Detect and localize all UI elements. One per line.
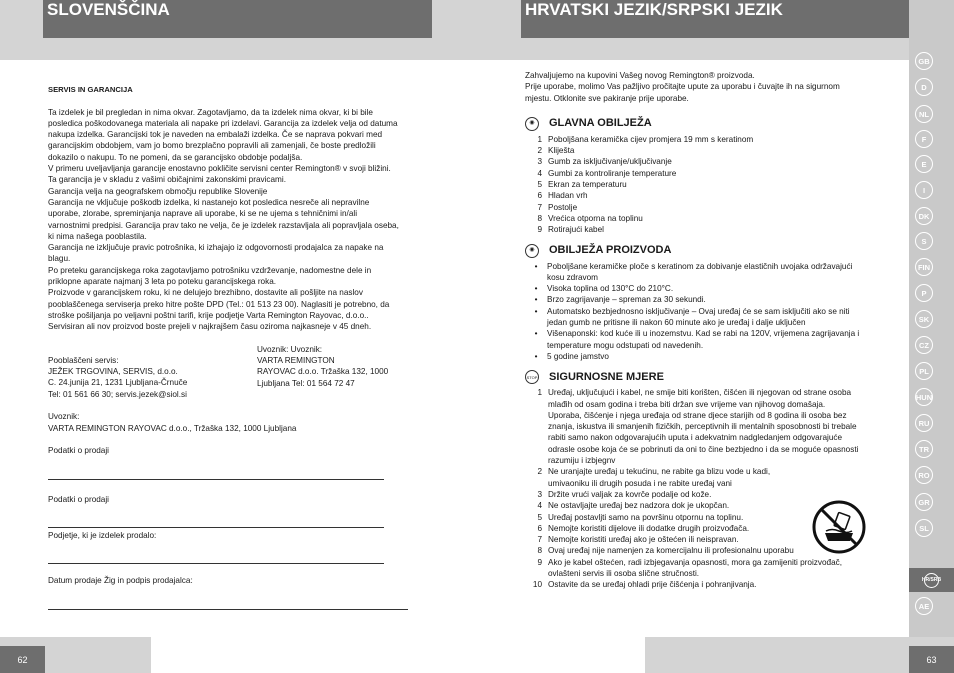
feature-item bbox=[525, 179, 903, 190]
item-number: 2 bbox=[537, 146, 542, 156]
date-signature-label: Datum prodaje Žig in podpis prodajalca: bbox=[48, 576, 193, 586]
item-text: Postolje bbox=[548, 202, 578, 212]
feature-item bbox=[525, 168, 903, 179]
language-code: SK bbox=[918, 314, 930, 324]
language-code: NL bbox=[919, 109, 929, 119]
language-tab-ro[interactable] bbox=[915, 466, 933, 484]
item-line: Ako je kabel oštećen, radi izbjegavanja opasnosti, mora ga zamijeniti proizvođač, bbox=[548, 557, 843, 567]
product-feature-item bbox=[525, 294, 903, 305]
item-text: Kliješta bbox=[548, 146, 575, 156]
warranty-line: V primeru uveljavljanja garancije enostavno pokličite servisni center Remington® v svoji bližini. bbox=[48, 164, 391, 174]
product-feature-item bbox=[525, 283, 903, 294]
feature-item bbox=[525, 145, 903, 156]
language-code: SL bbox=[919, 523, 929, 533]
safety-list bbox=[525, 387, 903, 590]
language-tab-i[interactable] bbox=[915, 181, 933, 199]
warranty-line: posledica poškodovanega materiala ali napake pri izdelavi. Garancija za izdelek velja od datuma bbox=[48, 118, 398, 128]
importer-contact bbox=[257, 344, 388, 400]
section-sigurnosne bbox=[525, 370, 903, 384]
page-number-right: 63 bbox=[909, 646, 954, 673]
bullet: • bbox=[534, 306, 538, 316]
language-tab-tr[interactable] bbox=[915, 440, 933, 458]
language-tab-cz[interactable] bbox=[915, 336, 933, 354]
language-code: I bbox=[922, 185, 926, 195]
language-tab-d[interactable] bbox=[915, 78, 933, 96]
item-line: Visoka toplina od 130°C do 210°C. bbox=[547, 284, 674, 294]
item-number: 7 bbox=[537, 535, 542, 545]
item-line: Ostavite da se uređaj ohladi prije čišćenja i pohranjivanja. bbox=[548, 580, 757, 590]
item-text bbox=[547, 328, 903, 351]
item-text bbox=[547, 294, 903, 305]
feature-item bbox=[525, 213, 903, 224]
item-text bbox=[547, 261, 903, 284]
item-text bbox=[548, 466, 903, 489]
item-line: Uređaj, uključujući i kabel, ne smije biti korišten, čišćen ili njegovan od strane osoba bbox=[548, 388, 852, 398]
feature-item bbox=[525, 190, 903, 201]
item-number: 7 bbox=[537, 202, 542, 212]
item-number: 5 bbox=[537, 180, 542, 190]
item-line: Automatsko bezbjednosno isključivanje – Ovaj uređaj će se sam isključiti ako se niti bbox=[547, 306, 850, 316]
item-text bbox=[547, 351, 903, 362]
language-tab-ae[interactable] bbox=[915, 597, 933, 615]
language-code: S bbox=[921, 236, 927, 246]
sale-data-label-1: Podatki o prodaji bbox=[48, 446, 109, 456]
item-number: 2 bbox=[537, 467, 542, 477]
intro-text bbox=[525, 70, 903, 104]
left-column bbox=[48, 84, 438, 610]
item-text: Rotirajući kabel bbox=[548, 225, 604, 235]
warranty-line: Garancija velja na geografskem območju republike Slovenije bbox=[48, 186, 268, 196]
language-tab-dk[interactable] bbox=[915, 207, 933, 225]
warranty-text bbox=[48, 107, 438, 333]
safety-item bbox=[525, 387, 903, 466]
intro-line: Zahvaljujemo na kupovini Vašeg novog Remington® proizvoda. bbox=[525, 71, 755, 80]
safety-item bbox=[525, 579, 903, 590]
intro-line: Prije uporabe, molimo Vas pažljivo pročitajte upute za uporabu i čuvajte ih na sigurnom bbox=[525, 82, 840, 92]
warranty-line: nakupa izdelka. Garancijski tok je naveden na embalaži izdelka. Če se naprava pokvari med bbox=[48, 130, 383, 140]
language-tab-hr-srb[interactable] bbox=[909, 568, 954, 592]
item-text: Gumbi za kontroliranje temperature bbox=[548, 168, 677, 178]
item-line: Ne uranjajte uređaj u tekućinu, ne rabite ga blizu vode u kadi, bbox=[548, 467, 771, 477]
item-number: 9 bbox=[537, 225, 542, 235]
feature-item bbox=[525, 202, 903, 213]
warranty-line: stroške pošiljanja po veljavni poštni tarifi, krije podjetje Varta Remington Rayovac, d.o.o.. bbox=[48, 310, 369, 320]
item-line: rabiti samo nakon odgovarajućih uputa i adekvatnim nadgledanjem odgovarajuće bbox=[548, 433, 843, 443]
safety-item bbox=[525, 489, 903, 500]
warranty-line: pooblaščenega serviserja preko hitre pošte DPD (Tel.: 01 513 23 00). Naglasiti je potrebno, da bbox=[48, 299, 390, 309]
section-title-servis: SERVIS IN GARANCIJA bbox=[48, 85, 133, 94]
sale-data-line-1[interactable] bbox=[48, 471, 384, 480]
product-feature-item bbox=[525, 261, 903, 284]
intro-line: mjestu. Otklonite sve pakiranje prije uporabe. bbox=[525, 93, 689, 103]
item-line: Nemojte koristiti uređaj ako je oštećen ili neispravan. bbox=[548, 535, 739, 545]
item-text: Hladan vrh bbox=[548, 191, 588, 201]
language-code: TR bbox=[919, 444, 929, 454]
main-features-list bbox=[525, 134, 903, 236]
language-code: GB bbox=[918, 56, 930, 66]
product-feature-item bbox=[525, 306, 903, 329]
product-feature-item bbox=[525, 328, 903, 351]
item-text bbox=[548, 387, 903, 466]
warranty-line: Garancija ne izključuje pravic potrošnika, ki izhajajo iz odgovornosti prodajalca za napake na bbox=[48, 243, 384, 253]
item-line: Uređaj postavljti samo na površinu otpornu na toplinu. bbox=[548, 512, 744, 522]
importer-line: VARTA REMINGTON bbox=[257, 356, 335, 366]
bullet: • bbox=[534, 351, 538, 361]
page-number-left: 62 bbox=[0, 646, 45, 673]
item-number: 10 bbox=[532, 580, 542, 590]
language-code: AE bbox=[918, 601, 930, 611]
product-feature-item bbox=[525, 351, 903, 362]
item-line: Držite vrući valjak za kovrče podalje od kože. bbox=[548, 489, 712, 499]
language-code: CZ bbox=[919, 340, 929, 350]
company-label: Podjetje, ki je izdelek prodalo: bbox=[48, 530, 157, 540]
bullet: • bbox=[534, 261, 538, 271]
warranty-line: Po preteku garancijskega roka zagotavljamo potrošniku vzdrževanje, nadomestne dele in bbox=[48, 265, 372, 275]
bullet: • bbox=[534, 329, 538, 339]
section-glavna bbox=[525, 117, 903, 131]
warranty-line: dokazilo o nakupu. To ne pomeni, da se garancijsko obdobje podaljša. bbox=[48, 152, 303, 162]
authorized-service bbox=[48, 344, 257, 400]
eye-icon: ◉ bbox=[525, 244, 539, 258]
warranty-line: Ta garancija je v skladu z vašimi običajnimi zakonskimi pravicami. bbox=[48, 175, 286, 185]
language-tab-p[interactable] bbox=[915, 284, 933, 302]
safety-item bbox=[525, 557, 903, 580]
importer-label: Uvoznik: bbox=[48, 412, 80, 422]
language-code: DK bbox=[918, 211, 930, 221]
language-tab-gb[interactable] bbox=[915, 52, 933, 70]
language-tab-sk[interactable] bbox=[915, 310, 933, 328]
importer-line: Ljubljana Tel: 01 564 72 47 bbox=[257, 378, 355, 388]
service-line: Pooblaščeni servis: bbox=[48, 355, 119, 365]
warranty-line: Garancija ne vključuje poškodb izdelka, ki nastanejo kot posledica nesreče ali nepravilne bbox=[48, 197, 370, 207]
item-text bbox=[547, 306, 903, 329]
item-number: 3 bbox=[537, 489, 542, 499]
importer-line: Uvoznik: Uvoznik: bbox=[257, 344, 323, 354]
section-title-obiljezja: OBILJEŽA PROIZVODA bbox=[549, 243, 672, 256]
language-tab-pl[interactable] bbox=[915, 362, 933, 380]
language-code: GR bbox=[918, 497, 930, 507]
language-code: D bbox=[921, 82, 927, 92]
item-line: znanja, iskustva ili smanjenih fizičkih, perceptivnih ili mentalnih sposobnosti bi trebale bbox=[548, 422, 857, 432]
item-number: 3 bbox=[537, 157, 542, 167]
item-line: mlađih od osam godina i treba biti držan sve vrijeme van njihovog domašaja. bbox=[548, 399, 826, 409]
item-number: 6 bbox=[537, 191, 542, 201]
language-code: FIN bbox=[917, 262, 931, 272]
item-line: Poboljšane keramičke ploče s keratinom za dobivanje elastičnih uvojaka održavajući bbox=[547, 261, 853, 271]
footer-band-right bbox=[645, 637, 954, 673]
item-line: razumiju i izbjegnv bbox=[548, 456, 616, 466]
section-title-glavna: GLAVNA OBILJEŽA bbox=[549, 117, 652, 130]
item-number: 6 bbox=[537, 523, 542, 533]
importer-address: VARTA REMINGTON RAYOVAC d.o.o., Tržaška 132, 1000 Ljubljana bbox=[48, 423, 297, 433]
warranty-line: varnostnimi predpisi. Garancija prav tako ne velja, če je izdelek razstavljala ali popravljala oseba, bbox=[48, 220, 399, 230]
item-number: 1 bbox=[537, 134, 542, 144]
item-line: 5 godine jamstvo bbox=[547, 351, 609, 361]
bullet: • bbox=[534, 295, 538, 305]
eye-icon: ◉ bbox=[525, 117, 539, 131]
item-text: Vrećica otporna na toplinu bbox=[548, 213, 643, 223]
safety-item bbox=[525, 466, 903, 489]
item-line: jedan gumb ne pritisne ili nakon 60 minute ako je uređaj i dalje uključen bbox=[547, 318, 806, 328]
service-line: C. 24.junija 21, 1231 Ljubljana-Črnuče bbox=[48, 378, 188, 388]
section-title-sigurnosne: SIGURNOSNE MJERE bbox=[549, 370, 664, 383]
language-tab-gr[interactable] bbox=[915, 493, 933, 511]
language-code: RU bbox=[918, 418, 930, 428]
item-line: Nemojte koristiti dijelove ili dodatke drugih proizvođača. bbox=[548, 523, 750, 533]
service-line: Tel: 01 561 66 30; servis.jezek@siol.si bbox=[48, 389, 187, 399]
warranty-line: uporabe, zlorabe, spreminjanja naprave ali uporabe, ki se ne ujema s tehničnimi in/ali bbox=[48, 209, 358, 219]
item-number: 9 bbox=[537, 557, 542, 567]
feature-item bbox=[525, 134, 903, 145]
stop-icon: STOP bbox=[525, 370, 539, 384]
feature-item bbox=[525, 156, 903, 167]
language-code: F bbox=[921, 134, 927, 144]
item-text: Pobolјšana keramička cijev promjera 19 mm s keratinom bbox=[548, 134, 754, 144]
item-line: temperature mogu odstupati od navedenih. bbox=[547, 340, 704, 350]
language-tab-e[interactable] bbox=[915, 155, 933, 173]
feature-item bbox=[525, 224, 903, 235]
item-text: Ekran za temperaturu bbox=[548, 180, 627, 190]
item-number: 1 bbox=[537, 388, 542, 398]
language-code: HR/SRB bbox=[924, 573, 939, 588]
sale-data-line-2[interactable] bbox=[48, 519, 384, 528]
warranty-line: ki nima našega pooblastila. bbox=[48, 231, 147, 241]
item-number: 4 bbox=[537, 168, 542, 178]
item-text bbox=[548, 489, 903, 500]
item-line: odrasle osobe koja će se pobrinuti da oni to čine bezbjedno i da se moguće opasnosti bbox=[548, 444, 859, 454]
item-line: Brzo zagrijavanje – spreman za 30 sekundi. bbox=[547, 295, 706, 305]
item-line: Uporaba, čišćenje i njega uređaja od strane djece starijih od 8 godina ili osoba bez bbox=[548, 410, 847, 420]
warranty-line: Servisiran ali nov proizvod boste prejeli v najkrajšem času oziroma najkasneje v 45 dneh. bbox=[48, 322, 372, 332]
language-tab-ru[interactable] bbox=[915, 414, 933, 432]
header-slovenscina: SLOVENŠČINA bbox=[43, 0, 432, 38]
item-number: 8 bbox=[537, 546, 542, 556]
language-tab-fin[interactable] bbox=[915, 258, 933, 276]
importer-line: RAYOVAC d.o.o. Tržaška 132, 1000 bbox=[257, 367, 389, 377]
warranty-line: garancijskim obdobjem, vam jo bomo brezplačno popravili ali zamenjali, če boste predložili bbox=[48, 141, 376, 151]
section-obiljezja bbox=[525, 244, 903, 258]
language-tab-hun[interactable] bbox=[915, 388, 933, 406]
language-tab-sl[interactable] bbox=[915, 519, 933, 537]
item-number: 4 bbox=[537, 501, 542, 511]
language-tab-nl[interactable] bbox=[915, 105, 933, 123]
no-water-warning-icon bbox=[812, 500, 866, 554]
item-number: 5 bbox=[537, 512, 542, 522]
language-code: PL bbox=[919, 366, 929, 376]
sale-data-label-2: Podatki o prodaji bbox=[48, 494, 109, 504]
language-code: E bbox=[921, 159, 927, 169]
language-code: RO bbox=[918, 470, 930, 480]
item-number: 8 bbox=[537, 213, 542, 223]
warranty-line: Proizvode v garancijskem roku, ki ne delujejo brezhibno, dostavite ali pošljite na naslov bbox=[48, 288, 363, 298]
company-line[interactable] bbox=[48, 555, 384, 564]
item-line: kosu zdravom bbox=[547, 272, 598, 282]
item-line: ovlašteni servis ili osoba slične stručnosti. bbox=[548, 568, 700, 578]
warranty-line: Ta izdelek je bil pregledan in nima okvar. Zagotavljamo, da ta izdelek nima okvar, ki bi bile bbox=[48, 107, 373, 117]
item-text bbox=[548, 579, 903, 590]
product-features-list bbox=[525, 261, 903, 363]
item-line: Ovaj uređaj nije namenjen za komercijalnu ili profesionalnu uporabu bbox=[548, 546, 794, 556]
item-line: Višenaponski: kod kuće ili u inozemstvu. Kad se rabi na 120V, vrijemena zagrijavanja i bbox=[547, 329, 860, 339]
language-tab-s[interactable] bbox=[915, 232, 933, 250]
item-line: Ne ostavljajte uređaj bez nadzora dok je ukopčan. bbox=[548, 501, 730, 511]
service-line: JEŽEK TRGOVINA, SERVIS, d.o.o. bbox=[48, 367, 178, 377]
bullet: • bbox=[534, 284, 538, 294]
item-line: umivaoniku ili drugih posuda i ne rabite uređaj vani bbox=[548, 478, 732, 488]
item-text: Gumb za isključivanje/uključivanje bbox=[548, 157, 672, 167]
language-code: P bbox=[921, 288, 927, 298]
item-text bbox=[548, 557, 903, 580]
service-contacts bbox=[48, 344, 438, 400]
language-code: HUN bbox=[915, 392, 933, 402]
header-hrvatski: HRVATSKI JEZIK/SRPSKI JEZIK bbox=[521, 0, 910, 38]
warranty-line: blagu. bbox=[48, 254, 71, 264]
item-text bbox=[547, 283, 903, 294]
warranty-line: priklopne aparate najmanj 3 leta po poteku garancijskega roka. bbox=[48, 277, 277, 287]
date-signature-line[interactable] bbox=[48, 601, 408, 610]
language-tab-f[interactable] bbox=[915, 130, 933, 148]
